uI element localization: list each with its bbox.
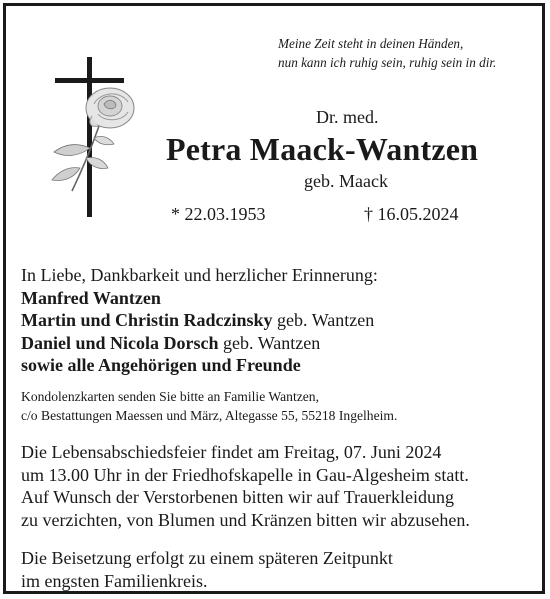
ceremony-line: um 13.00 Uhr in der Friedhofskapelle in Gau-Algesheim statt. [21,464,469,485]
birth-date: * 22.03.1953 [171,204,266,224]
mourners-intro: In Liebe, Dankbarkeit und herzlicher Erinnerung: [21,265,378,285]
maiden-name: geb. Maack [304,171,388,191]
burial-info [21,547,393,592]
condolence-line: c/o Bestattungen Maessen und März, Altegasse 55, 55218 Ingelheim. [21,408,398,423]
quote-line: Meine Zeit steht in deinen Händen, [278,36,464,51]
cross-crossbar [55,78,124,83]
ceremony-line: zu verzichten, von Blumen und Kränzen bitten wir abzusehen. [21,509,470,530]
burial-line: Die Beisetzung erfolgt zu einem späteren Zeitpunkt [21,548,393,568]
ceremony-line: Auf Wunsch der Verstorbenen bitten wir auf Trauerkleidung [21,487,455,508]
obituary-notice [3,3,545,594]
rose-icon [44,86,139,196]
mourner-maiden: geb. Wantzen [272,310,375,331]
death-date: † 16.05.2024 [364,204,459,224]
academic-title: Dr. med. [316,107,379,127]
burial-line: im engsten Familienkreis. [21,570,208,591]
ceremony-line: Die Lebensabschiedsfeier findet am Freitag, 07. Juni 2024 [21,442,442,462]
quote-line: nun kann ich ruhig sein, ruhig sein in dir. [278,55,497,70]
condolence-note [21,387,397,425]
mourner-name: Manfred Wantzen [21,287,161,308]
mourner-name: Daniel und Nicola Dorsch [21,332,219,353]
mourner-name: Martin und Christin Radczinsky [21,310,273,331]
condolence-line: Kondolenzkarten senden Sie bitte an Familie Wantzen, [21,389,320,404]
mourner-others: sowie alle Angehörigen und Freunde [21,355,301,376]
mourner-maiden: geb. Wantzen [218,332,321,353]
ceremony-info [21,441,470,531]
deceased-name: Petra Maack-Wantzen [166,131,479,167]
mourners-list [21,264,378,377]
quote [278,34,496,72]
